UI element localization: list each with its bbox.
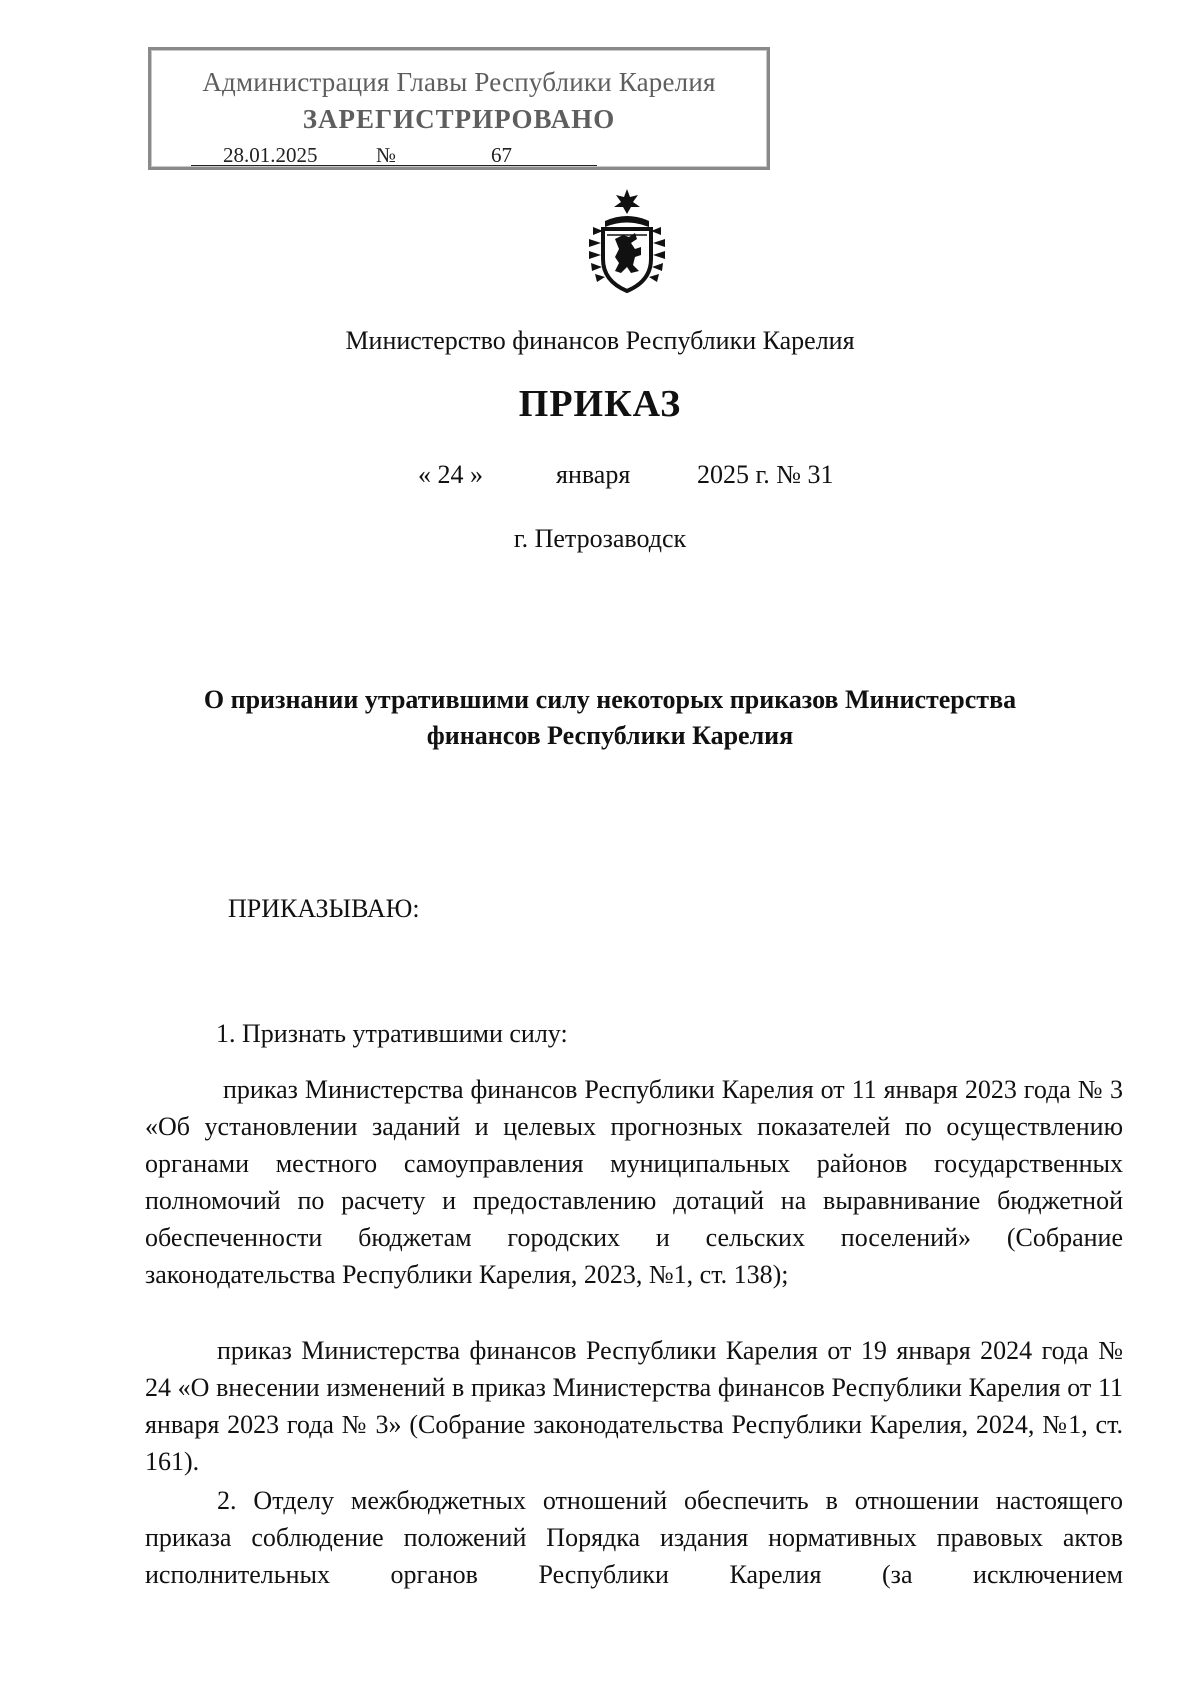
stamp-registration-line (191, 143, 597, 166)
stamp-authority: Администрация Главы Республики Карелия (202, 67, 716, 97)
registration-stamp (148, 47, 770, 170)
city: г. Петрозаводск (513, 524, 687, 553)
item2-paragraph: 2. Отделу межбюджетных отношений обеспечить в отношении настоящего приказа соблюдение положений Порядка издания нормативных правовых актов исполнительных органов Республики Карелия (за исключением (145, 1486, 1123, 1589)
order-month: января (556, 460, 631, 489)
stamp-date: 28.01.2025 (223, 143, 318, 167)
item1-paragraph-2: приказ Министерства финансов Республики Карелия от 19 января 2024 года № 24 «О внесении изменений в приказ Министерства финансов Республики Карелия от 11 января 2023 года № 3» (Собрание законодательства Республики Карелия, 2024, №1, ст. 161). (145, 1336, 1123, 1476)
item1-heading: 1. Признать утратившими силу: (216, 1019, 568, 1048)
ministry-name: Министерство финансов Республики Карелия (345, 326, 855, 355)
item1-paragraph-1: приказ Министерства финансов Республики Карелия от 11 января 2023 года № 3 «Об установлении заданий и целевых прогнозных показателей по осуществлению органами местного самоуправления муниципальных районов государственных полномочий по расчету и предоставлению дотаций на выравнивание бюджетной обеспеченности бюджетам городских и сельских поселений» (Собрание законодательства Республики Карелия, 2023, №1, ст. 138); (145, 1075, 1123, 1289)
stamp-registered-label: ЗАРЕГИСТРИРОВАНО (302, 104, 616, 134)
document-type: ПРИКАЗ (518, 383, 682, 425)
order-year-number: 2025 г. № 31 (697, 460, 834, 489)
stamp-number-sign: № (376, 143, 397, 167)
stamp-number: 67 (491, 143, 512, 167)
document-title: О признании утратившими силу некоторых приказов Министерства финансов Республики Карелия (203, 685, 1017, 750)
order-word: ПРИКАЗЫВАЮ: (228, 894, 420, 923)
coat-of-arms-icon (585, 187, 669, 295)
order-day: « 24 » (418, 460, 483, 489)
